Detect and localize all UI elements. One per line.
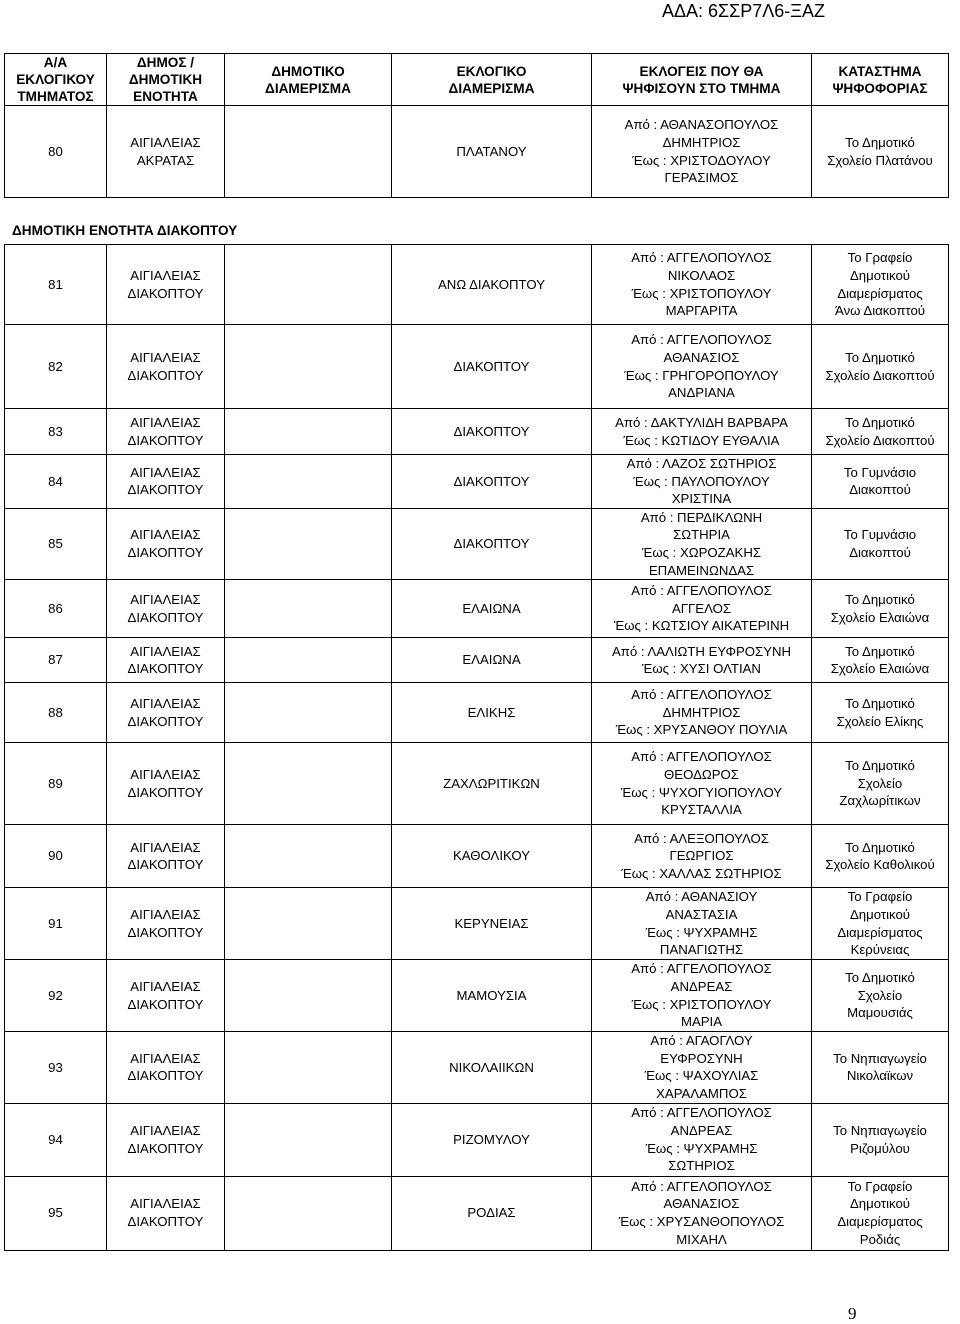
municipality-cell: ΑΙΓΙΑΛΕΙΑΣ ΔΙΑΚΟΠΤΟΥ [107,1032,225,1103]
voters-range-cell: Από : ΑΓΑΟΓΛΟΥ ΕΥΦΡΟΣΥΝΗ Έως : ΨΑΧΟΥΛΙΑΣ ΧΑΡΑΛΑΜΠΟΣ [592,1032,812,1103]
table-row [5,508,949,579]
municipality-cell: ΑΙΓΙΑΛΕΙΑΣ ΔΙΑΚΟΠΤΟΥ [107,508,225,579]
table-row [5,325,949,409]
electoral-district-cell: ΝΙΚΟΛΑΙΙΚΩΝ [392,1032,592,1103]
voters-range-cell: Από : ΑΓΓΕΛΟΠΟΥΛΟΣ ΝΙΚΟΛΑΟΣ Έως : ΧΡΙΣΤΟΠΟΥΛΟΥ ΜΑΡΓΑΡΙΤΑ [592,245,812,325]
table-row [5,1103,949,1176]
voters-range-cell: Από : ΑΓΓΕΛΟΠΟΥΛΟΣ ΘΕΟΔΩΡΟΣ Έως : ΨΥΧΟΓΥΙΟΠΟΥΛΟΥ ΚΡΥΣΤΑΛΛΙΑ [592,743,812,825]
row-number: 87 [5,638,107,683]
voters-range-cell: Από : ΑΓΓΕΛΟΠΟΥΛΟΣ ΑΘΑΝΑΣΙΟΣ Έως : ΓΡΗΓΟΡΟΠΟΥΛΟΥ ΑΝΔΡΙΑΝΑ [592,325,812,409]
table-row [5,638,949,683]
table-body [5,245,949,1251]
municipality-cell: ΑΙΓΙΑΛΕΙΑΣ ΔΙΑΚΟΠΤΟΥ [107,683,225,743]
col-header-voters: ΕΚΛΟΓΕΙΣ ΠΟΥ ΘΑ ΨΗΦΙΣΟΥΝ ΣΤΟ ΤΜΗΜΑ [592,54,812,106]
row-number: 94 [5,1103,107,1176]
voters-range-cell: Από : ΑΘΑΝΑΣΟΠΟΥΛΟΣ ΔΗΜΗΤΡΙΟΣ Έως : ΧΡΙΣΤΟΔΟΥΛΟΥ ΓΕΡΑΣΙΜΟΣ [592,106,812,198]
table-row [5,683,949,743]
electoral-district-cell: ΑΝΩ ΔΙΑΚΟΠΤΟΥ [392,245,592,325]
page-number: 9 [848,1304,857,1323]
electoral-district-cell: ΕΛΑΙΩΝΑ [392,638,592,683]
row-number: 91 [5,888,107,960]
municipality-cell: ΑΙΓΙΑΛΕΙΑΣ ΔΙΑΚΟΠΤΟΥ [107,409,225,455]
municipal-district-cell [225,508,392,579]
polling-station-cell: Το Δημοτικό Σχολείο Ελίκης [812,683,949,743]
municipal-district-cell [225,743,392,825]
municipality-cell: ΑΙΓΙΑΛΕΙΑΣ ΔΙΑΚΟΠΤΟΥ [107,825,225,888]
municipal-district-cell [225,245,392,325]
electoral-district-cell: ΔΙΑΚΟΠΤΟΥ [392,325,592,409]
municipal-district-cell [225,409,392,455]
polling-station-cell: Το Δημοτικό Σχολείο Καθολικού [812,825,949,888]
polling-station-cell: Το Γυμνάσιο Διακοπτού [812,455,949,509]
electoral-district-cell: ΡΙΖΟΜΥΛΟΥ [392,1103,592,1176]
voters-range-cell: Από : ΑΓΓΕΛΟΠΟΥΛΟΣ ΑΘΑΝΑΣΙΟΣ Έως : ΧΡΥΣΑΝΘΟΠΟΥΛΟΣ ΜΙΧΑΗΛ [592,1176,812,1250]
municipal-district-cell [225,1176,392,1250]
row-number: 92 [5,960,107,1032]
table-row [5,580,949,638]
electoral-district-cell: ΔΙΑΚΟΠΤΟΥ [392,409,592,455]
header-row [5,54,949,106]
municipality-cell: ΑΙΓΙΑΛΕΙΑΣ ΔΙΑΚΟΠΤΟΥ [107,960,225,1032]
col-header-municipality: ΔΗΜΟΣ / ΔΗΜΟΤΙΚΗ ΕΝΟΤΗΤΑ [107,54,225,106]
polling-station-cell: Το Δημοτικό Σχολείο Ελαιώνα [812,580,949,638]
polling-station-cell: Το Δημοτικό Σχολείο Ελαιώνα [812,638,949,683]
voters-range-cell: Από : ΑΓΓΕΛΟΠΟΥΛΟΣ ΔΗΜΗΤΡΙΟΣ Έως : ΧΡΥΣΑΝΘΟΥ ΠΟΥΛΙΑ [592,683,812,743]
voters-range-cell: Από : ΑΓΓΕΛΟΠΟΥΛΟΣ ΑΝΔΡΕΑΣ Έως : ΨΥΧΡΑΜΗΣ ΣΩΤΗΡΙΟΣ [592,1103,812,1176]
row-number: 88 [5,683,107,743]
municipal-district-cell [225,960,392,1032]
row-number: 89 [5,743,107,825]
municipal-district-cell [225,1103,392,1176]
col-header-electoral-district: ΕΚΛΟΓΙΚΟ ΔΙΑΜΕΡΙΣΜΑ [392,54,592,106]
polling-station-cell: Το Γυμνάσιο Διακοπτού [812,508,949,579]
row-number: 90 [5,825,107,888]
row-number: 80 [5,106,107,198]
electoral-district-cell: ΚΑΘΟΛΙΚΟΥ [392,825,592,888]
polling-station-cell: Το Δημοτικό Σχολείο Ζαχλωρίτικων [812,743,949,825]
electoral-district-cell: ΚΕΡΥΝΕΙΑΣ [392,888,592,960]
electoral-district-cell: ΕΛΙΚΗΣ [392,683,592,743]
table-row [5,245,949,325]
municipality-cell: ΑΙΓΙΑΛΕΙΑΣ ΔΙΑΚΟΠΤΟΥ [107,638,225,683]
municipal-district-cell [225,638,392,683]
municipality-cell: ΑΙΓΙΑΛΕΙΑΣ ΔΙΑΚΟΠΤΟΥ [107,743,225,825]
polling-station-cell: Το Δημοτικό Σχολείο Διακοπτού [812,409,949,455]
electoral-district-cell: ΜΑΜΟΥΣΙΑ [392,960,592,1032]
municipal-district-cell [225,1032,392,1103]
municipality-cell: ΑΙΓΙΑΛΕΙΑΣ ΔΙΑΚΟΠΤΟΥ [107,455,225,509]
voters-range-cell: Από : ΑΓΓΕΛΟΠΟΥΛΟΣ ΑΝΔΡΕΑΣ Έως : ΧΡΙΣΤΟΠΟΥΛΟΥ ΜΑΡΙΑ [592,960,812,1032]
municipal-district-cell [225,825,392,888]
row-number: 95 [5,1176,107,1250]
electoral-district-cell: ΡΟΔΙΑΣ [392,1176,592,1250]
voters-range-cell: Από : ΔΑΚΤΥΛΙΔΗ ΒΑΡΒΑΡΑ Έως : ΚΩΤΙΔΟΥ ΕΥΘΑΛΙΑ [592,409,812,455]
municipality-cell: ΑΙΓΙΑΛΕΙΑΣ ΔΙΑΚΟΠΤΟΥ [107,1176,225,1250]
polling-station-cell: Το Γραφείο Δημοτικού Διαμερίσματος Άνω Διακοπτού [812,245,949,325]
table-row [5,888,949,960]
table-row [5,455,949,509]
municipality-cell: ΑΙΓΙΑΛΕΙΑΣ ΑΚΡΑΤΑΣ [107,106,225,198]
col-header-municipal-district: ΔΗΜΟΤΙΚΟ ΔΙΑΜΕΡΙΣΜΑ [225,54,392,106]
polling-station-cell: Το Δημοτικό Σχολείο Διακοπτού [812,325,949,409]
municipality-cell: ΑΙΓΙΑΛΕΙΑΣ ΔΙΑΚΟΠΤΟΥ [107,245,225,325]
polling-station-cell: Το Δημοτικό Σχολείο Μαμουσιάς [812,960,949,1032]
table-row [5,743,949,825]
table-row [5,1032,949,1103]
electoral-district-cell: ΠΛΑΤΑΝΟΥ [392,106,592,198]
municipal-district-cell [225,580,392,638]
row-number: 82 [5,325,107,409]
electoral-district-cell: ΖΑΧΛΩΡΙΤΙΚΩΝ [392,743,592,825]
row-number: 84 [5,455,107,509]
table-row [5,825,949,888]
table-row [5,1176,949,1250]
table-row [5,409,949,455]
voters-range-cell: Από : ΛΑΛΙΩΤΗ ΕΥΦΡΟΣΥΝΗ Έως : ΧΥΣΙ ΟΛΤΙΑΝ [592,638,812,683]
voters-range-cell: Από : ΠΕΡΔΙΚΛΩΝΗ ΣΩΤΗΡΙΑ Έως : ΧΩΡΟΖΑΚΗΣ ΕΠΑΜΕΙΝΩΝΔΑΣ [592,508,812,579]
municipal-district-cell [225,106,392,198]
table-row [5,106,949,198]
voters-range-cell: Από : ΑΘΑΝΑΣΙΟΥ ΑΝΑΣΤΑΣΙΑ Έως : ΨΥΧΡΑΜΗΣ ΠΑΝΑΓΙΩΤΗΣ [592,888,812,960]
polling-station-cell: Το Νηπιαγωγείο Νικολαϊκων [812,1032,949,1103]
row-number: 81 [5,245,107,325]
table-row [5,960,949,1032]
municipal-district-cell [225,325,392,409]
municipal-district-cell [225,888,392,960]
electoral-district-cell: ΔΙΑΚΟΠΤΟΥ [392,455,592,509]
header-table [4,53,949,198]
row-number: 85 [5,508,107,579]
polling-station-cell: Το Νηπιαγωγείο Ριζομύλου [812,1103,949,1176]
municipality-cell: ΑΙΓΙΑΛΕΙΑΣ ΔΙΑΚΟΠΤΟΥ [107,325,225,409]
voters-range-cell: Από : ΑΛΕΞΟΠΟΥΛΟΣ ΓΕΩΡΓΙΟΣ Έως : ΧΑΛΛΑΣ ΣΩΤΗΡΙΟΣ [592,825,812,888]
municipality-cell: ΑΙΓΙΑΛΕΙΑΣ ΔΙΑΚΟΠΤΟΥ [107,1103,225,1176]
municipality-cell: ΑΙΓΙΑΛΕΙΑΣ ΔΙΑΚΟΠΤΟΥ [107,580,225,638]
municipal-district-cell [225,683,392,743]
electoral-district-cell: ΕΛΑΙΩΝΑ [392,580,592,638]
voters-range-cell: Από : ΛΑΖΟΣ ΣΩΤΗΡΙΟΣ Έως : ΠΑΥΛΟΠΟΥΛΟΥ ΧΡΙΣΤΙΝΑ [592,455,812,509]
col-header-polling-station: ΚΑΤΑΣΤΗΜΑ ΨΗΦΟΦΟΡΙΑΣ [812,54,949,106]
polling-station-cell: Το Δημοτικό Σχολείο Πλατάνου [812,106,949,198]
row-number: 83 [5,409,107,455]
ada-code: ΑΔΑ: 6ΣΣΡ7Λ6-ΞΑΖ [661,1,825,21]
municipality-cell: ΑΙΓΙΑΛΕΙΑΣ ΔΙΑΚΟΠΤΟΥ [107,888,225,960]
col-header-no: Α/Α ΕΚΛΟΓΙΚΟΥ ΤΜΗΜΑΤΟΣ [5,54,107,106]
row-number: 93 [5,1032,107,1103]
polling-station-cell: Το Γραφείο Δημοτικού Διαμερίσματος Ροδιάς [812,1176,949,1250]
diakopto-table [4,244,949,1251]
municipal-district-cell [225,455,392,509]
voters-range-cell: Από : ΑΓΓΕΛΟΠΟΥΛΟΣ ΑΓΓΕΛΟΣ Έως : ΚΩΤΣΙΟΥ ΑΙΚΑΤΕΡΙΝΗ [592,580,812,638]
section-title: ΔΗΜΟΤΙΚΗ ΕΝΟΤΗΤΑ ΔΙΑΚΟΠΤΟΥ [12,223,238,238]
electoral-district-cell: ΔΙΑΚΟΠΤΟΥ [392,508,592,579]
row-number: 86 [5,580,107,638]
polling-station-cell: Το Γραφείο Δημοτικού Διαμερίσματος Κερύνειας [812,888,949,960]
